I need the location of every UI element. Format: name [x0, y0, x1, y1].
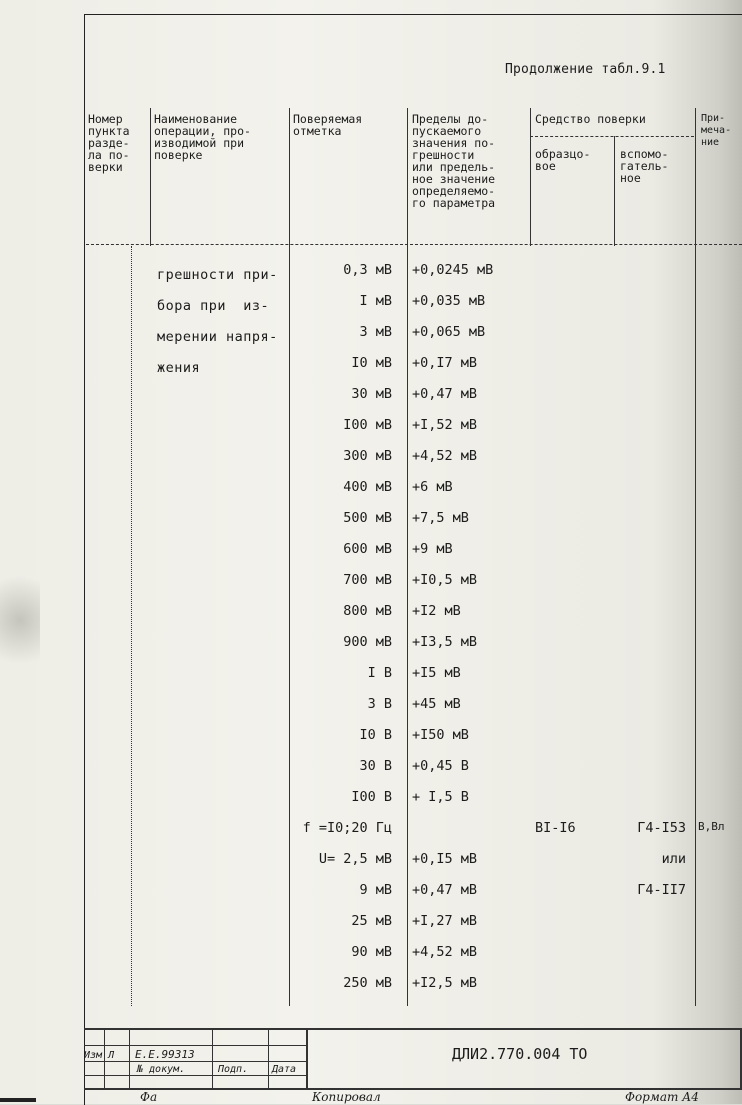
row-checked-mark: I0 В — [359, 727, 392, 743]
stamp-corner-text: Фа — [140, 1090, 158, 1104]
row-checked-mark: 250 мВ — [343, 975, 392, 991]
stamp-izm-label: Изм Л — [84, 1050, 115, 1061]
row-error-limit: +0,47 мВ — [412, 882, 478, 898]
row-error-limit: +6 мВ — [412, 479, 453, 495]
row-error-limit: +I3,5 мВ — [412, 634, 478, 650]
row-checked-mark: 400 мВ — [343, 479, 392, 495]
operation-name: грешности при- бора при из- мерении напря- жения — [157, 267, 278, 376]
stamp-row-line-1 — [84, 1045, 306, 1046]
header-bottom-rule — [86, 244, 742, 245]
row-checked-mark: 500 мВ — [343, 510, 392, 526]
row-error-limit: +0,47 мВ — [412, 386, 478, 402]
header-checked-mark: Поверяемая отметка — [293, 112, 363, 138]
row-checked-mark: I мВ — [359, 293, 392, 309]
stamp-doc-number: Е.Е.99313 — [135, 1048, 195, 1061]
row-error-limit: +4,52 мВ — [412, 944, 478, 960]
row-checked-mark: f =I0;20 Гц — [302, 820, 392, 836]
col-divider-1 — [150, 108, 151, 246]
row-error-limit: +7,5 мВ — [412, 510, 469, 526]
header-subdivider — [530, 136, 694, 137]
col-divider-1-body — [131, 246, 132, 1006]
row-error-limit: +0,I7 мВ — [412, 355, 478, 371]
row-error-limit: +0,45 В — [412, 758, 469, 774]
header-note: При- меча- ние — [701, 113, 732, 148]
row-checked-mark: 30 В — [359, 758, 392, 774]
row-checked-mark: 25 мВ — [351, 913, 392, 929]
stamp-col-line-3 — [212, 1028, 213, 1088]
col-divider-5 — [614, 136, 615, 246]
row-error-limit: +I5 мВ — [412, 665, 461, 681]
row-error-limit: +0,0245 мВ — [412, 262, 494, 278]
stamp-sign-label: Подп. — [218, 1064, 249, 1075]
header-auxiliary-means: вспомо- гатель- ное — [620, 147, 669, 185]
stamp-col-line-2 — [129, 1028, 130, 1088]
col-divider-2 — [289, 108, 290, 1006]
row-checked-mark: 90 мВ — [351, 944, 392, 960]
row-checked-mark: 3 мВ — [359, 324, 392, 340]
stamp-col-line-5 — [306, 1028, 308, 1088]
copied-label: Копировал — [312, 1090, 381, 1104]
stamp-col-line-4 — [268, 1028, 269, 1088]
stamp-date-label: Дата — [272, 1064, 297, 1075]
stamp-row-line-3 — [84, 1075, 306, 1076]
row-checked-mark: I В — [367, 665, 392, 681]
row-error-limit: +I50 мВ — [412, 727, 469, 743]
row-checked-mark: I0 мВ — [351, 355, 392, 371]
row-error-limit: +I2,5 мВ — [412, 975, 478, 991]
row-error-limit: +0,I5 мВ — [412, 851, 478, 867]
row-checked-mark: 9 мВ — [359, 882, 392, 898]
scan-shadow — [0, 560, 40, 680]
row-auxiliary-means: Г4-II7 — [637, 882, 686, 898]
row-auxiliary-means: Г4-I53 — [637, 820, 686, 836]
row-error-limit: +I,52 мВ — [412, 417, 478, 433]
row-error-limit: +0,035 мВ — [412, 293, 486, 309]
row-checked-mark: 700 мВ — [343, 572, 392, 588]
row-error-limit: +I2 мВ — [412, 603, 461, 619]
stamp-docum-label: № докум. — [137, 1064, 186, 1075]
header-operation-name: Наименование операции, про- изводимой при поверке — [154, 112, 251, 162]
document-code: ДЛИ2.770.004 ТО — [452, 1045, 588, 1063]
row-note: В,Вл — [698, 820, 725, 833]
table-caption: Продолжение табл.9.1 — [505, 62, 666, 77]
stamp-col-line-6 — [740, 1028, 742, 1088]
row-checked-mark: U= 2,5 мВ — [318, 851, 392, 867]
header-item-number: Номер пункта разде- ла по- верки — [88, 112, 130, 174]
row-error-limit: +0,065 мВ — [412, 324, 486, 340]
row-error-limit: +9 мВ — [412, 541, 453, 557]
row-checked-mark: 900 мВ — [343, 634, 392, 650]
row-checked-mark: 0,3 мВ — [343, 262, 392, 278]
stamp-top-line — [84, 1028, 742, 1030]
row-reference-means: BI-I6 — [535, 820, 576, 836]
format-label: Формат А4 — [625, 1090, 699, 1104]
row-error-limit: +45 мВ — [412, 696, 461, 712]
row-checked-mark: 300 мВ — [343, 448, 392, 464]
row-checked-mark: 600 мВ — [343, 541, 392, 557]
stamp-row-line-2 — [84, 1061, 306, 1062]
col-divider-6 — [695, 108, 696, 1006]
row-error-limit: +I0,5 мВ — [412, 572, 478, 588]
col-divider-4 — [530, 108, 531, 246]
header-reference-means: образцо- вое — [535, 147, 591, 173]
row-checked-mark: I00 В — [351, 789, 392, 805]
row-checked-mark: 30 мВ — [351, 386, 392, 402]
row-checked-mark: 800 мВ — [343, 603, 392, 619]
row-checked-mark: 3 В — [367, 696, 392, 712]
row-error-limit: +4,52 мВ — [412, 448, 478, 464]
col-divider-3 — [407, 108, 408, 1006]
row-checked-mark: I00 мВ — [343, 417, 392, 433]
header-verification-means: Средство поверки — [535, 112, 646, 126]
row-error-limit: + I,5 В — [412, 789, 469, 805]
row-auxiliary-means: или — [661, 851, 686, 867]
header-error-limits: Пределы до- пускаемого значения по- грешности или предель- ное значение определяемо- го параметра — [412, 112, 496, 210]
row-error-limit: +I,27 мВ — [412, 913, 478, 929]
page-edge-mark — [0, 1098, 36, 1102]
